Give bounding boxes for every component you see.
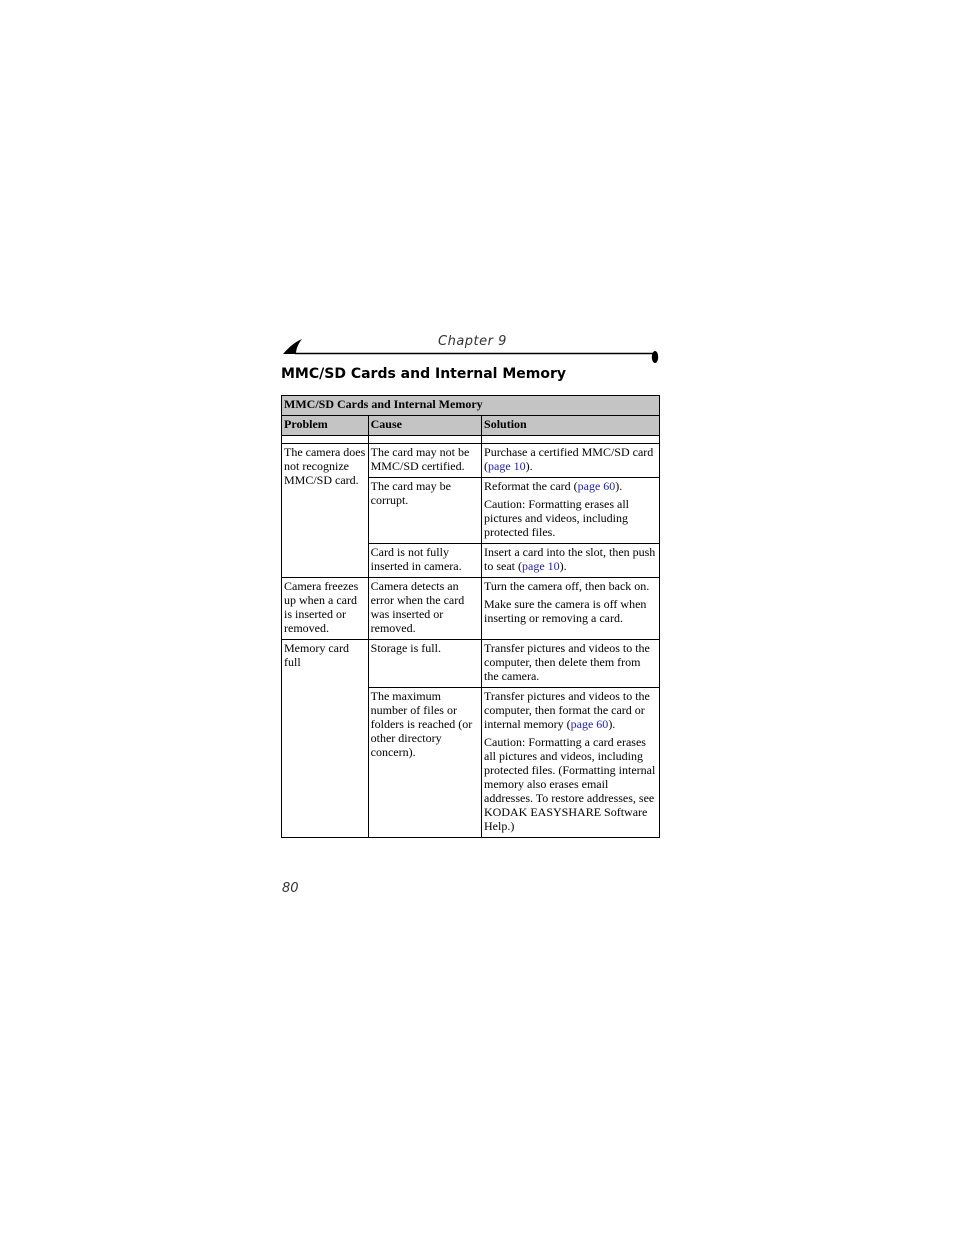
- cause-cell: Card is not fully inserted in camera.: [368, 544, 481, 578]
- troubleshooting-table: [281, 395, 660, 838]
- table-caption-row: [282, 396, 660, 416]
- cause-cell: The maximum number of files or folders is reached (or other directory concern).: [368, 688, 481, 838]
- page-number: 80: [282, 881, 299, 896]
- solution-cell: Insert a card into the slot, then push to seat (page 10).: [482, 544, 660, 578]
- table-spacer-row: [282, 436, 660, 444]
- section-title: MMC/SD Cards and Internal Memory: [281, 366, 567, 382]
- cause-cell: The card may not be MMC/SD certified.: [368, 444, 481, 478]
- table-row: [282, 640, 660, 688]
- problem-cell: The camera does not recognize MMC/SD card.: [282, 444, 369, 578]
- solution-cell: Turn the camera off, then back on. Make sure the camera is off when inserting or removing a card.: [482, 578, 660, 640]
- table-caption: MMC/SD Cards and Internal Memory: [282, 396, 660, 416]
- solution-note: Make sure the camera is off when inserting or removing a card.: [484, 597, 647, 625]
- column-header-cause: Cause: [368, 416, 481, 436]
- chapter-header: [281, 333, 661, 363]
- problem-cell: Memory card full: [282, 640, 369, 838]
- chapter-label: Chapter 9: [438, 334, 507, 349]
- caution-note: Caution: Formatting erases all pictures and videos, including protected files.: [484, 497, 629, 539]
- column-header-solution: Solution: [482, 416, 660, 436]
- page-link[interactable]: page 10: [522, 559, 560, 573]
- table-row: [282, 578, 660, 640]
- cause-cell: Storage is full.: [368, 640, 481, 688]
- cause-cell: Camera detects an error when the card was inserted or removed.: [368, 578, 481, 640]
- cause-cell: The card may be corrupt.: [368, 478, 481, 544]
- column-header-problem: Problem: [282, 416, 369, 436]
- page-link[interactable]: page 10: [488, 459, 526, 473]
- solution-cell: Reformat the card (page 60). Caution: Formatting erases all pictures and videos, including protected files.: [482, 478, 660, 544]
- table-row: [282, 444, 660, 478]
- table-header-row: [282, 416, 660, 436]
- caution-note: Caution: Formatting a card erases all pictures and videos, including protected files. (Formatting internal memory also erases email addresses. To restore addresses, see KODAK EASYSHARE Software Help.): [484, 735, 656, 833]
- page-link[interactable]: page 60: [577, 479, 616, 493]
- solution-cell: Purchase a certified MMC/SD card (page 10).: [482, 444, 660, 478]
- problem-cell: Camera freezes up when a card is inserted or removed.: [282, 578, 369, 640]
- page-link[interactable]: page 60: [570, 717, 609, 731]
- solution-cell: Transfer pictures and videos to the computer, then delete them from the camera.: [482, 640, 660, 688]
- solution-cell: Transfer pictures and videos to the computer, then format the card or internal memory (page 60). Caution: Formatting a card erases all pictures and videos, including protected files. (Formatting internal memory also erases email addresses. To restore addresses, see KODAK EASYSHARE Software Help.): [482, 688, 660, 838]
